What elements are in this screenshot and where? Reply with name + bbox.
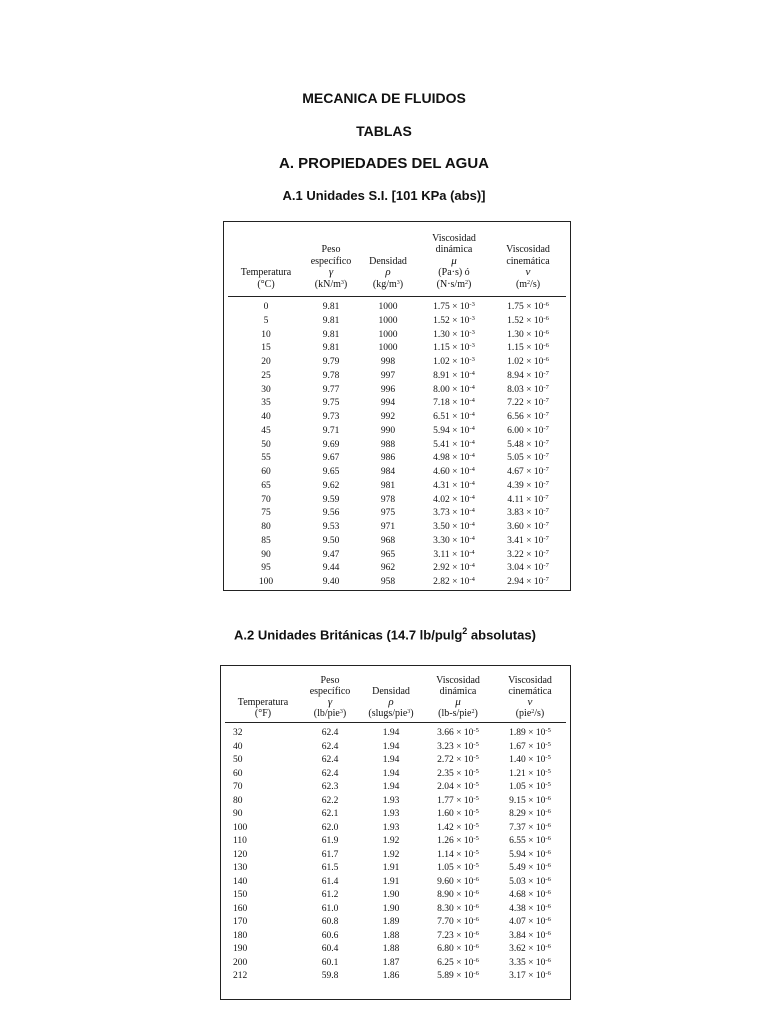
kinematic-viscosity-cell: $1.05 \times 10^{-5}$ [509, 781, 551, 792]
dynamic-viscosity-cell: $1.02 \times 10^{-3}$ [433, 356, 475, 367]
kinematic-viscosity-cell: $5.48 \times 10^{-7}$ [507, 438, 549, 450]
table-row [221, 849, 570, 863]
density-cell: 1.94 [382, 741, 400, 752]
temperature-cell: 100 [233, 822, 248, 833]
dynamic-viscosity-cell: $3.11 \times 10^{-4}$ [433, 548, 475, 560]
table-row [224, 562, 570, 576]
dynamic-viscosity-cell: $3.50 \times 10^{-4}$ [433, 521, 475, 532]
kinematic-viscosity-cell: $5.94 \times 10^{-6}$ [509, 848, 551, 860]
density-cell: 1.91 [382, 876, 400, 887]
table-row [224, 329, 570, 343]
temperature-cell: 5 [263, 315, 269, 326]
document-subtitle: TABLAS [356, 123, 412, 139]
table-row [221, 768, 570, 782]
kinematic-viscosity-cell: $3.04 \times 10^{-7}$ [507, 562, 549, 574]
temperature-cell: 10 [261, 329, 271, 340]
kinematic-viscosity-cell: $1.21 \times 10^{-5}$ [509, 767, 551, 779]
temperature-cell: 180 [233, 930, 248, 941]
kinematic-viscosity-cell: $6.56 \times 10^{-7}$ [507, 411, 549, 422]
table-row [224, 521, 570, 535]
kinematic-viscosity-cell: $1.02 \times 10^{-6}$ [507, 356, 549, 367]
temperature-cell: 110 [233, 836, 247, 846]
table-row [224, 370, 570, 384]
kinematic-viscosity-cell: $1.67 \times 10^{-5}$ [509, 740, 551, 752]
dynamic-viscosity-cell: $7.18 \times 10^{-4}$ [433, 397, 475, 409]
kinematic-viscosity-cell: $3.60 \times 10^{-7}$ [507, 521, 549, 532]
specific-weight-cell: 60.8 [321, 917, 339, 927]
kinematic-viscosity-cell: $8.94 \times 10^{-7}$ [507, 369, 549, 381]
dynamic-viscosity-cell: $4.98 \times 10^{-4}$ [433, 452, 475, 464]
kinematic-viscosity-cell: $3.83 \times 10^{-7}$ [507, 507, 549, 519]
table-row [221, 970, 570, 984]
dynamic-viscosity-cell: $9.60 \times 10^{-6}$ [437, 875, 479, 887]
density-cell: 962 [380, 563, 396, 574]
specific-weight-cell: 9.79 [322, 357, 340, 367]
specific-weight-cell: 9.44 [322, 563, 340, 574]
density-cell: 994 [380, 398, 396, 409]
british-units-table [220, 665, 571, 1000]
dynamic-viscosity-cell: $7.23 \times 10^{-6}$ [437, 929, 479, 941]
british-table-caption: A.2 Unidades Británicas (14.7 lb/pulg$^2$ absolutas) [234, 626, 536, 643]
temperature-cell: 30 [261, 384, 271, 395]
kinematic-viscosity-cell: $8.03 \times 10^{-7}$ [507, 383, 549, 395]
specific-weight-cell: 61.4 [321, 876, 339, 887]
header-kinematic-viscosity: Viscosidad cinemática ν (pie$^2$/s) [508, 675, 552, 719]
kinematic-viscosity-cell: $2.94 \times 10^{-7}$ [507, 576, 549, 587]
temperature-cell: 50 [233, 755, 243, 765]
specific-weight-cell: 9.78 [322, 370, 340, 381]
density-cell: 1.91 [382, 863, 400, 873]
table-row [224, 301, 570, 315]
table-row [221, 741, 570, 755]
density-cell: 958 [380, 577, 396, 587]
table-row [221, 903, 570, 917]
dynamic-viscosity-cell: $1.15 \times 10^{-3}$ [433, 342, 475, 354]
density-cell: 1000 [378, 315, 398, 326]
section-heading: A. PROPIEDADES DEL AGUA [278, 155, 490, 172]
specific-weight-cell: 9.47 [322, 549, 340, 560]
density-cell: 1.94 [382, 755, 400, 765]
specific-weight-cell: 62.2 [321, 795, 339, 806]
specific-weight-cell: 61.0 [321, 903, 339, 914]
specific-weight-cell: 9.59 [322, 494, 340, 505]
specific-weight-cell: 60.1 [321, 957, 339, 968]
kinematic-viscosity-cell: $4.68 \times 10^{-6}$ [509, 889, 551, 900]
dynamic-viscosity-cell: $3.66 \times 10^{-5}$ [437, 727, 479, 738]
temperature-cell: 120 [233, 849, 248, 860]
kinematic-viscosity-cell: $4.39 \times 10^{-7}$ [507, 479, 549, 491]
temperature-cell: 20 [261, 357, 271, 367]
temperature-cell: 170 [233, 917, 248, 927]
table-row [224, 494, 570, 508]
temperature-cell: 160 [233, 903, 248, 914]
table-row [224, 342, 570, 356]
temperature-cell: 90 [233, 809, 243, 819]
temperature-cell: 40 [261, 412, 271, 422]
table-row [221, 957, 570, 971]
dynamic-viscosity-cell: $5.89 \times 10^{-6}$ [437, 970, 479, 981]
table-row [221, 835, 570, 849]
specific-weight-cell: 9.50 [322, 535, 340, 546]
specific-weight-cell: 9.77 [322, 384, 340, 395]
header-density: Densidad ρ (slugs/pie$^3$) [368, 686, 414, 719]
kinematic-viscosity-cell: $3.84 \times 10^{-6}$ [509, 929, 551, 941]
temperature-cell: 70 [233, 782, 243, 792]
header-dynamic-viscosity: Viscosidad dinámica μ (Pa·s) ó $(N\cdot s/m^2)$ [432, 232, 476, 290]
density-cell: 984 [380, 467, 396, 477]
table-row [221, 889, 570, 903]
specific-weight-cell: 9.65 [322, 467, 340, 477]
specific-weight-cell: 9.81 [322, 315, 340, 326]
specific-weight-cell: 9.62 [322, 480, 340, 491]
density-cell: 981 [380, 480, 396, 491]
specific-weight-cell: 9.73 [322, 412, 340, 422]
dynamic-viscosity-cell: $8.90 \times 10^{-6}$ [437, 889, 479, 900]
specific-weight-cell: 9.40 [322, 577, 340, 587]
density-cell: 978 [380, 494, 396, 505]
density-cell: 1.94 [382, 782, 400, 792]
kinematic-viscosity-cell: $7.22 \times 10^{-7}$ [507, 397, 549, 409]
specific-weight-cell: 61.9 [321, 836, 339, 846]
kinematic-viscosity-cell: $7.37 \times 10^{-6}$ [509, 821, 551, 833]
density-cell: 1.93 [382, 822, 400, 833]
kinematic-viscosity-cell: $3.35 \times 10^{-6}$ [509, 956, 551, 968]
temperature-cell: 25 [261, 370, 271, 381]
kinematic-viscosity-cell: $9.15 \times 10^{-6}$ [509, 794, 551, 806]
table-row [224, 507, 570, 521]
table-row [224, 466, 570, 480]
table-row [224, 425, 570, 439]
dynamic-viscosity-cell: $8.30 \times 10^{-6}$ [437, 902, 479, 914]
si-table-caption: A.1 Unidades S.I. [101 KPa (abs)] [282, 188, 486, 203]
kinematic-viscosity-cell: $1.52 \times 10^{-6}$ [507, 314, 549, 326]
table-row [224, 411, 570, 425]
header-specific-weight: Peso específico γ $(kN/m^3)$ [310, 244, 352, 290]
british-table-body [221, 723, 570, 984]
table-row [221, 930, 570, 944]
kinematic-viscosity-cell: $4.07 \times 10^{-6}$ [509, 916, 551, 927]
temperature-cell: 55 [261, 453, 271, 464]
dynamic-viscosity-cell: $1.60 \times 10^{-5}$ [437, 808, 479, 819]
table-row [224, 549, 570, 563]
density-cell: 1.88 [382, 944, 400, 954]
density-cell: 1.86 [382, 971, 400, 981]
kinematic-viscosity-cell: $5.49 \times 10^{-6}$ [509, 862, 551, 873]
temperature-cell: 75 [261, 508, 271, 519]
temperature-cell: 100 [258, 577, 274, 587]
density-cell: 1000 [378, 329, 398, 340]
kinematic-viscosity-cell: $4.11 \times 10^{-7}$ [507, 493, 549, 505]
header-dynamic-viscosity: Viscosidad dinámica μ (lb-s/pie$^2$) [436, 675, 480, 719]
density-cell: 1.89 [382, 917, 400, 927]
density-cell: 1.94 [382, 768, 400, 779]
temperature-cell: 65 [261, 480, 271, 491]
dynamic-viscosity-cell: $2.82 \times 10^{-4}$ [433, 576, 475, 587]
dynamic-viscosity-cell: $2.35 \times 10^{-5}$ [437, 767, 479, 779]
specific-weight-cell: 60.6 [321, 930, 339, 941]
dynamic-viscosity-cell: $3.30 \times 10^{-4}$ [433, 534, 475, 546]
temperature-cell: 140 [233, 876, 248, 887]
dynamic-viscosity-cell: $3.73 \times 10^{-4}$ [433, 507, 475, 519]
table-row [221, 916, 570, 930]
document-title: MECANICA DE FLUIDOS [302, 90, 466, 106]
dynamic-viscosity-cell: $2.92 \times 10^{-4}$ [433, 562, 475, 574]
header-temperature: Temperatura (°F) [237, 697, 289, 719]
specific-weight-cell: 9.56 [322, 508, 340, 519]
dynamic-viscosity-cell: $5.41 \times 10^{-4}$ [433, 438, 475, 450]
temperature-cell: 95 [261, 563, 271, 574]
specific-weight-cell: 62.1 [321, 809, 339, 819]
kinematic-viscosity-cell: $8.29 \times 10^{-6}$ [509, 808, 551, 819]
temperature-cell: 190 [233, 944, 248, 954]
specific-weight-cell: 9.69 [322, 439, 340, 450]
table-row [224, 452, 570, 466]
specific-weight-cell: 62.4 [321, 768, 339, 779]
temperature-cell: 40 [233, 741, 243, 752]
kinematic-viscosity-cell: $6.00 \times 10^{-7}$ [507, 424, 549, 436]
specific-weight-cell: 62.3 [321, 782, 339, 792]
si-units-table [223, 221, 571, 591]
table-row [221, 727, 570, 741]
header-temperature: Temperatura (°C) [240, 267, 292, 290]
kinematic-viscosity-cell: $1.89 \times 10^{-5}$ [509, 727, 551, 738]
density-cell: 1.93 [382, 795, 400, 806]
specific-weight-cell: 61.7 [321, 849, 339, 860]
dynamic-viscosity-cell: $1.77 \times 10^{-5}$ [437, 794, 479, 806]
dynamic-viscosity-cell: $1.30 \times 10^{-3}$ [433, 328, 475, 340]
si-table-header [224, 222, 570, 296]
kinematic-viscosity-cell: $1.15 \times 10^{-6}$ [507, 342, 549, 354]
dynamic-viscosity-cell: $6.80 \times 10^{-6}$ [437, 943, 479, 954]
dynamic-viscosity-cell: $1.52 \times 10^{-3}$ [433, 314, 475, 326]
specific-weight-cell: 9.81 [322, 343, 340, 354]
specific-weight-cell: 62.4 [321, 741, 339, 752]
density-cell: 1000 [378, 302, 398, 312]
density-cell: 992 [380, 412, 396, 422]
dynamic-viscosity-cell: $4.02 \times 10^{-4}$ [433, 493, 475, 505]
temperature-cell: 200 [233, 957, 248, 968]
table-row [224, 356, 570, 370]
kinematic-viscosity-cell: $3.17 \times 10^{-6}$ [509, 970, 551, 981]
header-specific-weight: Peso específico γ (lb/pie$^3$) [309, 675, 351, 719]
kinematic-viscosity-cell: $1.30 \times 10^{-6}$ [507, 328, 549, 340]
specific-weight-cell: 62.4 [321, 728, 339, 738]
temperature-cell: 80 [261, 522, 271, 532]
table-row [221, 795, 570, 809]
temperature-cell: 90 [261, 549, 271, 560]
kinematic-viscosity-cell: $5.03 \times 10^{-6}$ [509, 875, 551, 887]
si-table-body [224, 297, 570, 590]
temperature-cell: 85 [261, 535, 271, 546]
dynamic-viscosity-cell: $7.70 \times 10^{-6}$ [437, 916, 479, 927]
table-row [224, 315, 570, 329]
table-row [221, 943, 570, 957]
density-cell: 990 [380, 425, 396, 436]
kinematic-viscosity-cell: $3.62 \times 10^{-6}$ [509, 943, 551, 954]
kinematic-viscosity-cell: $3.22 \times 10^{-7}$ [507, 548, 549, 560]
specific-weight-cell: 62.0 [321, 822, 339, 833]
specific-weight-cell: 9.81 [322, 329, 340, 340]
density-cell: 997 [380, 370, 396, 381]
density-cell: 1000 [378, 343, 398, 354]
kinematic-viscosity-cell: $5.05 \times 10^{-7}$ [507, 452, 549, 464]
header-kinematic-viscosity: Viscosidad cinemática ν $(m^2/s)$ [506, 244, 550, 290]
density-cell: 998 [380, 357, 396, 367]
specific-weight-cell: 9.67 [322, 453, 340, 464]
density-cell: 1.87 [382, 957, 400, 968]
dynamic-viscosity-cell: $2.72 \times 10^{-5}$ [437, 754, 479, 765]
temperature-cell: 50 [261, 439, 271, 450]
specific-weight-cell: 60.4 [321, 944, 339, 954]
table-row [224, 535, 570, 549]
specific-weight-cell: 62.4 [321, 755, 339, 765]
table-row [221, 862, 570, 876]
density-cell: 971 [380, 522, 396, 532]
dynamic-viscosity-cell: $8.91 \times 10^{-4}$ [433, 369, 475, 381]
density-cell: 1.92 [382, 849, 400, 860]
kinematic-viscosity-cell: $3.41 \times 10^{-7}$ [507, 534, 549, 546]
dynamic-viscosity-cell: $1.14 \times 10^{-5}$ [437, 848, 479, 860]
density-cell: 965 [380, 549, 396, 560]
table-row [224, 480, 570, 494]
specific-weight-cell: 9.75 [322, 398, 340, 409]
dynamic-viscosity-cell: $1.05 \times 10^{-5}$ [437, 862, 479, 873]
table-row [221, 781, 570, 795]
dynamic-viscosity-cell: $1.42 \times 10^{-5}$ [437, 821, 479, 833]
temperature-cell: 15 [261, 343, 271, 354]
british-table-header [221, 666, 570, 722]
density-cell: 968 [380, 535, 396, 546]
temperature-cell: 60 [233, 768, 243, 779]
table-row [224, 384, 570, 398]
dynamic-viscosity-cell: $6.25 \times 10^{-6}$ [437, 956, 479, 968]
dynamic-viscosity-cell: $1.26 \times 10^{-5}$ [437, 835, 479, 846]
temperature-cell: 0 [263, 302, 269, 312]
table-row [224, 576, 570, 590]
dynamic-viscosity-cell: $1.75 \times 10^{-3}$ [433, 301, 475, 312]
temperature-cell: 45 [261, 425, 271, 436]
table-row [224, 397, 570, 411]
dynamic-viscosity-cell: $3.23 \times 10^{-5}$ [437, 740, 479, 752]
temperature-cell: 60 [261, 467, 271, 477]
density-cell: 986 [380, 453, 396, 464]
temperature-cell: 130 [233, 863, 248, 873]
dynamic-viscosity-cell: $5.94 \times 10^{-4}$ [433, 424, 475, 436]
specific-weight-cell: 9.81 [322, 302, 340, 312]
density-cell: 1.88 [382, 930, 400, 941]
kinematic-viscosity-cell: $1.75 \times 10^{-6}$ [507, 301, 549, 312]
kinematic-viscosity-cell: $6.55 \times 10^{-6}$ [509, 835, 551, 846]
density-cell: 1.92 [382, 836, 400, 846]
dynamic-viscosity-cell: $4.60 \times 10^{-4}$ [433, 466, 475, 477]
table-row [221, 822, 570, 836]
dynamic-viscosity-cell: $2.04 \times 10^{-5}$ [437, 781, 479, 792]
kinematic-viscosity-cell: $4.38 \times 10^{-6}$ [509, 902, 551, 914]
dynamic-viscosity-cell: $6.51 \times 10^{-4}$ [433, 411, 475, 422]
temperature-cell: 80 [233, 795, 243, 806]
density-cell: 988 [380, 439, 396, 450]
specific-weight-cell: 61.5 [321, 863, 339, 873]
table-row [221, 808, 570, 822]
specific-weight-cell: 9.71 [322, 425, 340, 436]
density-cell: 1.93 [382, 809, 400, 819]
density-cell: 1.94 [382, 728, 400, 738]
table-row [224, 439, 570, 453]
dynamic-viscosity-cell: $4.31 \times 10^{-4}$ [433, 479, 475, 491]
kinematic-viscosity-cell: $4.67 \times 10^{-7}$ [507, 466, 549, 477]
header-density: Densidad ρ $(kg/m^3)$ [369, 255, 407, 290]
temperature-cell: 35 [261, 398, 271, 409]
specific-weight-cell: 61.2 [321, 890, 339, 900]
temperature-cell: 150 [233, 890, 248, 900]
dynamic-viscosity-cell: $8.00 \times 10^{-4}$ [433, 383, 475, 395]
temperature-cell: 212 [233, 971, 248, 981]
density-cell: 975 [380, 508, 396, 519]
table-row [221, 876, 570, 890]
specific-weight-cell: 9.53 [322, 522, 340, 532]
density-cell: 996 [380, 384, 396, 395]
temperature-cell: 70 [261, 494, 271, 505]
specific-weight-cell: 59.8 [321, 971, 339, 981]
temperature-cell: 32 [233, 728, 243, 738]
density-cell: 1.90 [382, 903, 400, 914]
density-cell: 1.90 [382, 890, 400, 900]
kinematic-viscosity-cell: $1.40 \times 10^{-5}$ [509, 754, 551, 765]
table-row [221, 754, 570, 768]
